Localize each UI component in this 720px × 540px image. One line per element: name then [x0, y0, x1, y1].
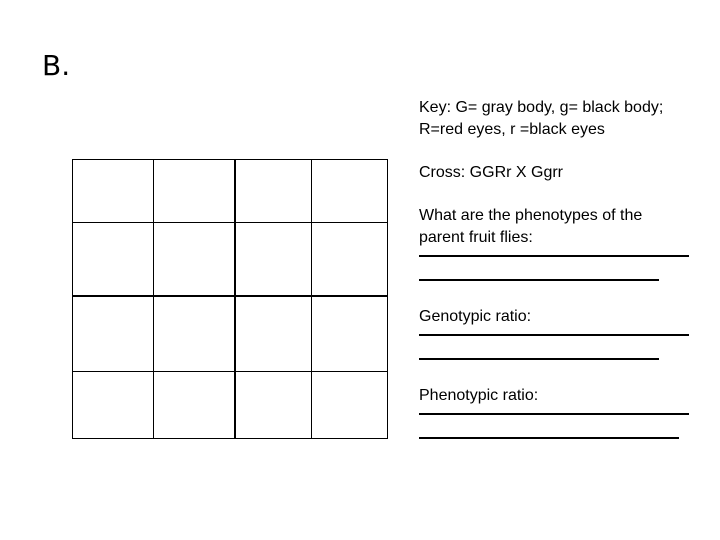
punnett-row-1 [73, 160, 388, 223]
question-panel [419, 97, 709, 439]
section-label: B. [42, 49, 71, 82]
punnett-row-4 [73, 372, 388, 439]
phenotypes-question-line-2: parent fruit flies: [419, 229, 533, 246]
punnett-cell[interactable] [73, 296, 154, 372]
punnett-cell[interactable] [312, 372, 388, 439]
phenotypic-ratio-label: Phenotypic ratio: [419, 387, 539, 404]
punnett-cell[interactable] [312, 296, 388, 372]
punnett-cell[interactable] [235, 372, 312, 439]
punnett-cell[interactable] [312, 160, 388, 223]
punnett-cell[interactable] [154, 160, 236, 223]
punnett-cell[interactable] [73, 223, 154, 297]
punnett-row-3 [73, 296, 388, 372]
punnett-square [72, 159, 388, 439]
punnett-cell[interactable] [235, 296, 312, 372]
phenotypic-answer-line-2[interactable] [419, 437, 679, 439]
cross-text: Cross: GGRr X Ggrr [419, 164, 564, 181]
key-line-2: R=red eyes, r =black eyes [419, 121, 605, 138]
genotypic-ratio-label: Genotypic ratio: [419, 308, 532, 325]
punnett-cell[interactable] [73, 372, 154, 439]
punnett-cell[interactable] [154, 296, 236, 372]
punnett-row-2 [73, 223, 388, 297]
phenotypes-question-line-1: What are the phenotypes of the [419, 207, 643, 224]
punnett-cell[interactable] [312, 223, 388, 297]
punnett-cell[interactable] [154, 372, 236, 439]
punnett-cell[interactable] [73, 160, 154, 223]
punnett-cell[interactable] [235, 160, 312, 223]
punnett-cell[interactable] [154, 223, 236, 297]
key-line-1: Key: G= gray body, g= black body; [419, 99, 664, 116]
punnett-cell[interactable] [235, 223, 312, 297]
